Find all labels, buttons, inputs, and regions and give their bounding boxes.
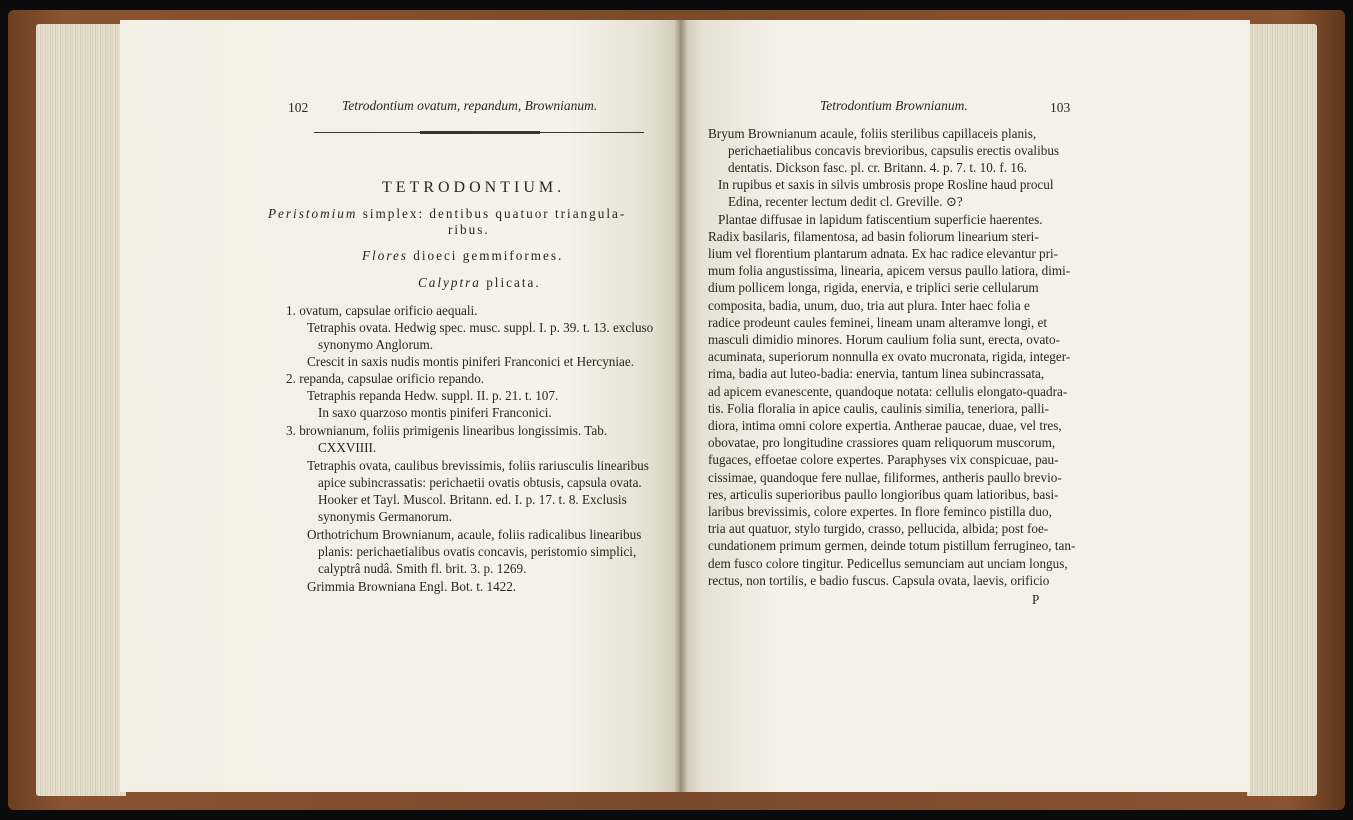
text-line: dentatis. Dickson fasc. pl. cr. Britann. 4. p. 7. t. 10. f. 16. (728, 160, 1027, 175)
text-line: rectus, non tortilis, e badio fuscus. Capsula ovata, laevis, orificio (708, 573, 1050, 588)
text-line: masculi dimidio minores. Horum caulium folia sunt, erecta, ovato- (708, 332, 1060, 347)
text-line: Plantae diffusae in lapidum fatiscentium superficie haerentes. (718, 212, 1043, 227)
text-line: tria aut quatuor, stylo turgido, crasso, pellucida, albida; post foe- (708, 521, 1049, 536)
flores-line (362, 248, 563, 265)
text-line: In rupibus et saxis in silvis umbrosis prope Rosline haud procul (718, 177, 1054, 192)
text-line: 3. brownianum, foliis primigenis linearibus longissimis. Tab. (286, 423, 608, 438)
peristomium-text: simplex: dentibus quatuor triangula- (362, 206, 627, 221)
text-line: composita, badia, unum, duo, tria aut plura. Inter haec folia e (708, 298, 1030, 313)
text-line: planis: perichaetialibus ovatis concavis, peristomio simplici, (318, 544, 637, 559)
text-line: CXXVIIII. (318, 440, 377, 455)
page-edges-right (1247, 24, 1317, 796)
text-line: Bryum Brownianum acaule, foliis sterilibus capillaceis planis, (708, 126, 1037, 141)
calyptra-label: Calyptra (418, 275, 481, 290)
text-line: acuminata, superiorum nonnulla ex ovato mucronata, rigida, integer- (708, 349, 1071, 364)
right-page (680, 20, 1250, 792)
text-line: dium pollicem longa, rigida, enervia, e triplici serie cellularum (708, 280, 1039, 295)
text-line: synonymo Anglorum. (318, 337, 434, 352)
text-line: Hooker et Tayl. Muscol. Britann. ed. I. p. 17. t. 8. Exclusis (318, 492, 627, 507)
peristomium-line (268, 206, 626, 223)
calyptra-line (418, 275, 541, 292)
text-line: 1. ovatum, capsulae orificio aequali. (286, 303, 478, 318)
text-line: dem fusco colore tingitur. Pedicellus semunciam aut unciam longus, (708, 556, 1068, 571)
text-line: rima, badia aut luteo-badia: enervia, tantum linea subincrassata, (708, 366, 1045, 381)
text-line: res, articulis superioribus paullo longioribus quam latioribus, basi- (708, 487, 1059, 502)
text-line: Crescit in saxis nudis montis piniferi Franconici et Hercyniae. (307, 354, 635, 369)
text-line: apice subincrassatis: perichaetii ovatis obtusis, capsula ovata. (318, 475, 642, 490)
text-line: Grimmia Browniana Engl. Bot. t. 1422. (307, 579, 517, 594)
text-line: mum folia angustissima, linearia, apicem versus paullo latiora, dimi- (708, 263, 1071, 278)
flores-text: dioeci gemmiformes. (413, 248, 564, 263)
text-line: obovatae, pro longitudine crassiores quam reliquorum muscorum, (708, 435, 1056, 450)
text-line: Radix basilaris, filamentosa, ad basin foliorum linearium steri- (708, 229, 1039, 244)
text-line: fugaces, effoetae colore expertes. Paraphyses vix conspicuae, pau- (708, 452, 1059, 467)
text-line: 2. repanda, capsulae orificio repando. (286, 371, 485, 386)
text-line: calyptrâ nudâ. Smith fl. brit. 3. p. 1269. (318, 561, 527, 576)
text-line: Tetraphis ovata. Hedwig spec. musc. suppl. I. p. 39. t. 13. excluso (307, 320, 654, 335)
running-head: Tetrodontium Brownianum. (820, 98, 968, 113)
peristomium-label: Peristomium (268, 206, 358, 221)
text-line: cissimae, quandoque fere nullae, filiformes, antheris paullo brevio- (708, 470, 1062, 485)
text-line: ad apicem evanescente, quandoque notata: cellulis elongato-quadra- (708, 384, 1068, 399)
text-line: Orthotrichum Brownianum, acaule, foliis radicalibus linearibus (307, 527, 642, 542)
flores-label: Flores (362, 248, 408, 263)
text-line: Edina, recenter lectum dedit cl. Greville. ⊙? (728, 194, 963, 209)
text-line: perichaetialibus concavis brevioribus, capsulis erectis ovalibus (728, 143, 1060, 158)
genus-title: TETRODONTIUM. (382, 179, 566, 196)
calyptra-text: plicata. (486, 275, 541, 290)
text-line: lium vel florentium plantarum adnata. Ex hac radice elevantur pri- (708, 246, 1059, 261)
text-line: laribus brevissimis, colore expertes. In flore feminco pistilla duo, (708, 504, 1052, 519)
running-head: Tetrodontium ovatum, repandum, Brownianum. (342, 98, 598, 113)
page-edges-left (36, 24, 126, 796)
signature-mark: P (1032, 592, 1040, 607)
text-line: synonymis Germanorum. (318, 509, 453, 524)
page-number: 102 (288, 100, 309, 115)
text-line: Tetraphis ovata, caulibus brevissimis, foliis rariusculis linearibus (307, 458, 649, 473)
page-number: 103 (1050, 100, 1071, 115)
left-page (120, 20, 680, 792)
text-line: diora, intima omni colore expertia. Antherae paucae, duae, vel tres, (708, 418, 1062, 433)
text-line: In saxo quarzoso montis piniferi Franconici. (318, 405, 552, 420)
text-line: cundationem primum germen, deinde totum pistillum ferrugineo, tan- (708, 538, 1076, 553)
text-line: Tetraphis repanda Hedw. suppl. II. p. 21. t. 107. (307, 388, 559, 403)
header-rule-thick (420, 131, 540, 134)
text-line: radice prodeunt caules feminei, lineam unam alteramve longi, et (708, 315, 1048, 330)
book-gutter (674, 20, 688, 792)
open-book (8, 10, 1345, 810)
text-line: tis. Folia floralia in apice caulis, caulinis similia, teneriora, palli- (708, 401, 1049, 416)
peristomium-cont: ribus. (448, 222, 490, 237)
